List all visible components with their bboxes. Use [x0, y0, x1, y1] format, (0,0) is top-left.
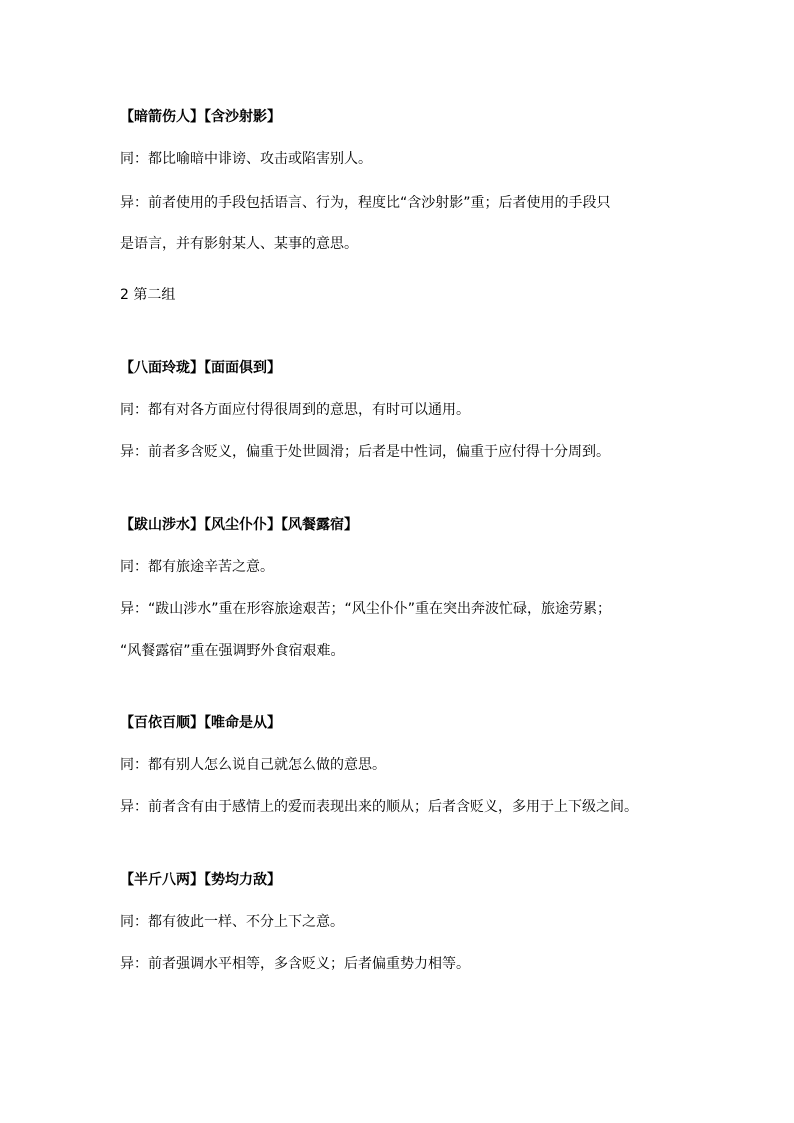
difference-line-1: 异：前者使用的手段包括语言、行为，程度比“含沙射影”重；后者使用的手段只 — [120, 195, 611, 211]
similarity-line-3: 同：都有旅途辛苦之意。 — [120, 559, 274, 575]
difference-line-1-continued: 是语言，并有影射某人、某事的意思。 — [120, 236, 358, 252]
difference-line-2: 异：前者多含贬义，偏重于处世圆滑；后者是中性词，偏重于应付得十分周到。 — [120, 444, 610, 460]
similarity-line-4: 同：都有别人怎么说自己就怎么做的意思。 — [120, 757, 386, 773]
similarity-line-2: 同：都有对各方面应付得很周到的意思，有时可以通用。 — [120, 402, 470, 418]
difference-line-3-continued: “风餐露宿”重在强调野外食宿艰难。 — [120, 643, 345, 659]
similarity-line-5: 同：都有彼此一样、不分上下之意。 — [120, 914, 344, 930]
group-heading-2: 2 第二组 — [120, 287, 176, 303]
difference-line-3: 异：“跋山涉水”重在形容旅途艰苦；“风尘仆仆”重在突出奔波忙碌，旅途劳累； — [120, 601, 612, 617]
term-heading-3: 【跋山涉水】【风尘仆仆】【风餐露宿】 — [120, 517, 358, 533]
term-heading-4: 【百依百顺】【唯命是从】 — [120, 715, 281, 731]
similarity-line-1: 同：都比喻暗中诽谤、攻击或陷害别人。 — [120, 151, 372, 167]
term-heading-2: 【八面玲珑】【面面俱到】 — [120, 360, 281, 376]
term-heading-5: 【半斤八两】【势均力敌】 — [120, 872, 281, 888]
difference-line-4: 异：前者含有由于感情上的爱而表现出来的顺从；后者含贬义，多用于上下级之间。 — [120, 799, 638, 815]
term-heading-1: 【暗箭伤人】【含沙射影】 — [120, 109, 281, 125]
difference-line-5: 异：前者强调水平相等，多含贬义；后者偏重势力相等。 — [120, 956, 470, 972]
